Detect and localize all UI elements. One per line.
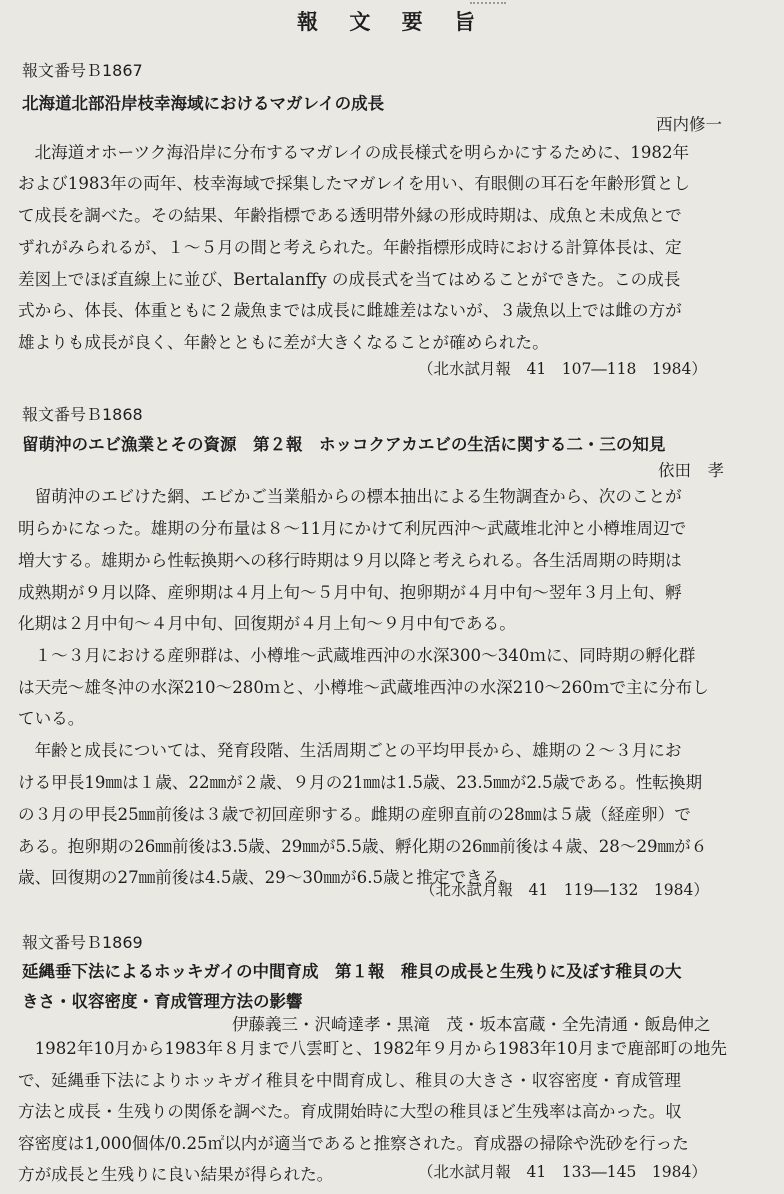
body-line: 1982年10月から1983年８月まで八雲町と、1982年９月から1983年10月まで鹿部町の地先 <box>18 1039 727 1058</box>
body-line: ている。 <box>18 709 85 728</box>
body-line: の３月の甲長25㎜前後は３歳で初回産卵する。雌期の産卵直前の28㎜は５歳（経産卵）で <box>18 805 691 824</box>
body-line: 年齢と成長については、発育段階、生活周期ごとの平均甲長から、雄期の２～３月にお <box>18 741 682 760</box>
article-heading: きさ・収容密度・育成管理方法の影響 <box>22 992 303 1011</box>
body-line: 歳、回復期の27㎜前後は4.5歳、29～30㎜が6.5歳と推定できる。 <box>18 868 516 887</box>
article-author: 依田 孝 <box>658 461 724 480</box>
article-heading: 延縄垂下法によるホッキガイの中間育成 第１報 稚貝の成長と生残りに及ぼす稚貝の大 <box>22 962 682 981</box>
citation: （北水試月報 41 119―132 1984） <box>420 881 709 899</box>
article-number: 報文番号Ｂ1869 <box>22 933 143 952</box>
body-line: 増大する。雄期から性転換期への移行時期は９月以降と考えられる。各生活周期の時期は <box>18 551 682 570</box>
article-heading: 北海道北部沿岸枝幸海域におけるマガレイの成長 <box>22 94 385 113</box>
body-line: は天売～雄冬沖の水深210～280ｍと、小樽堆～武蔵堆西沖の水深210～260ｍで主に分布し <box>18 678 709 697</box>
article-number: 報文番号Ｂ1867 <box>22 61 143 80</box>
article-heading: 留萌沖のエビ漁業とその資源 第２報 ホッコクアカエビの生活に関する二・三の知見 <box>22 435 666 454</box>
body-line: 容密度は1,000個体/0.25㎡以内が適当であると推察された。育成器の掃除や洗砂を行った <box>18 1134 689 1153</box>
body-line: 差図上でほぼ直線上に並び、Bertalanffy の成長式を当てはめることができた。この成長 <box>18 270 681 289</box>
body-line: および1983年の両年、枝幸海域で採集したマガレイを用い、有眼側の耳石を年齢形質とし <box>18 174 690 193</box>
body-line: １～３月における産卵群は、小樽堆～武蔵堆西沖の水深300～340ｍに、同時期の孵化群 <box>18 646 696 665</box>
article-number: 報文番号Ｂ1868 <box>22 405 143 424</box>
body-line: 雄よりも成長が良く、年齢とともに差が大きくなることが確められた。 <box>18 333 549 352</box>
body-line: 方が成長と生残りに良い結果が得られた。 <box>18 1165 334 1184</box>
body-line: ある。抱卵期の26㎜前後は3.5歳、29㎜が5.5歳、孵化期の26㎜前後は４歳、28～29㎜が６ <box>18 837 708 856</box>
article-author: 西内修一 <box>656 115 722 134</box>
article-author: 伊藤義三・沢崎達孝・黒滝 茂・坂本富蔵・全先清通・飯島伸之 <box>232 1015 711 1034</box>
body-line: で、延縄垂下法によりホッキガイ稚貝を中間育成し、稚貝の大きさ・収容密度・育成管理 <box>18 1071 681 1090</box>
body-line: ける甲長19㎜は１歳、22㎜が２歳、９月の21㎜は1.5歳、23.5㎜が2.5歳である。性転換期 <box>18 773 703 792</box>
citation: （北水試月報 41 133―145 1984） <box>418 1163 707 1181</box>
body-line: ずれがみられるが、１～５月の間と考えられた。年齢指標形成時における計算体長は、定 <box>18 238 682 257</box>
body-line: て成長を調べた。その結果、年齢指標である透明帯外縁の形成時期は、成魚と未成魚とで <box>18 206 682 225</box>
body-line: 明らかになった。雄期の分布量は８～11月にかけて利尻西沖～武蔵堆北沖と小樽堆周辺で <box>18 519 687 538</box>
body-line: 方法と成長・生残りの関係を調べた。育成開始時に大型の稚貝ほど生残率は高かった。収 <box>18 1102 682 1121</box>
body-line: 化期は２月中旬～４月中旬、回復期が４月上旬～９月中旬である。 <box>18 614 516 633</box>
body-line: 留萌沖のエビけた網、エビかご当業船からの標本抽出による生物調査から、次のことが <box>18 487 682 506</box>
body-line: 成熟期が９月以降、産卵期は４月上旬～５月中旬、抱卵期が４月中旬～翌年３月上旬、孵 <box>18 583 682 602</box>
body-line: 式から、体長、体重ともに２歳魚までは成長に雌雄差はないが、３歳魚以上では雌の方が <box>18 301 682 320</box>
citation: （北水試月報 41 107―118 1984） <box>418 360 707 378</box>
body-line: 北海道オホーツク海沿岸に分布するマガレイの成長様式を明らかにするために、1982年 <box>18 143 690 162</box>
page-title: 報 文 要 旨 <box>297 10 487 34</box>
